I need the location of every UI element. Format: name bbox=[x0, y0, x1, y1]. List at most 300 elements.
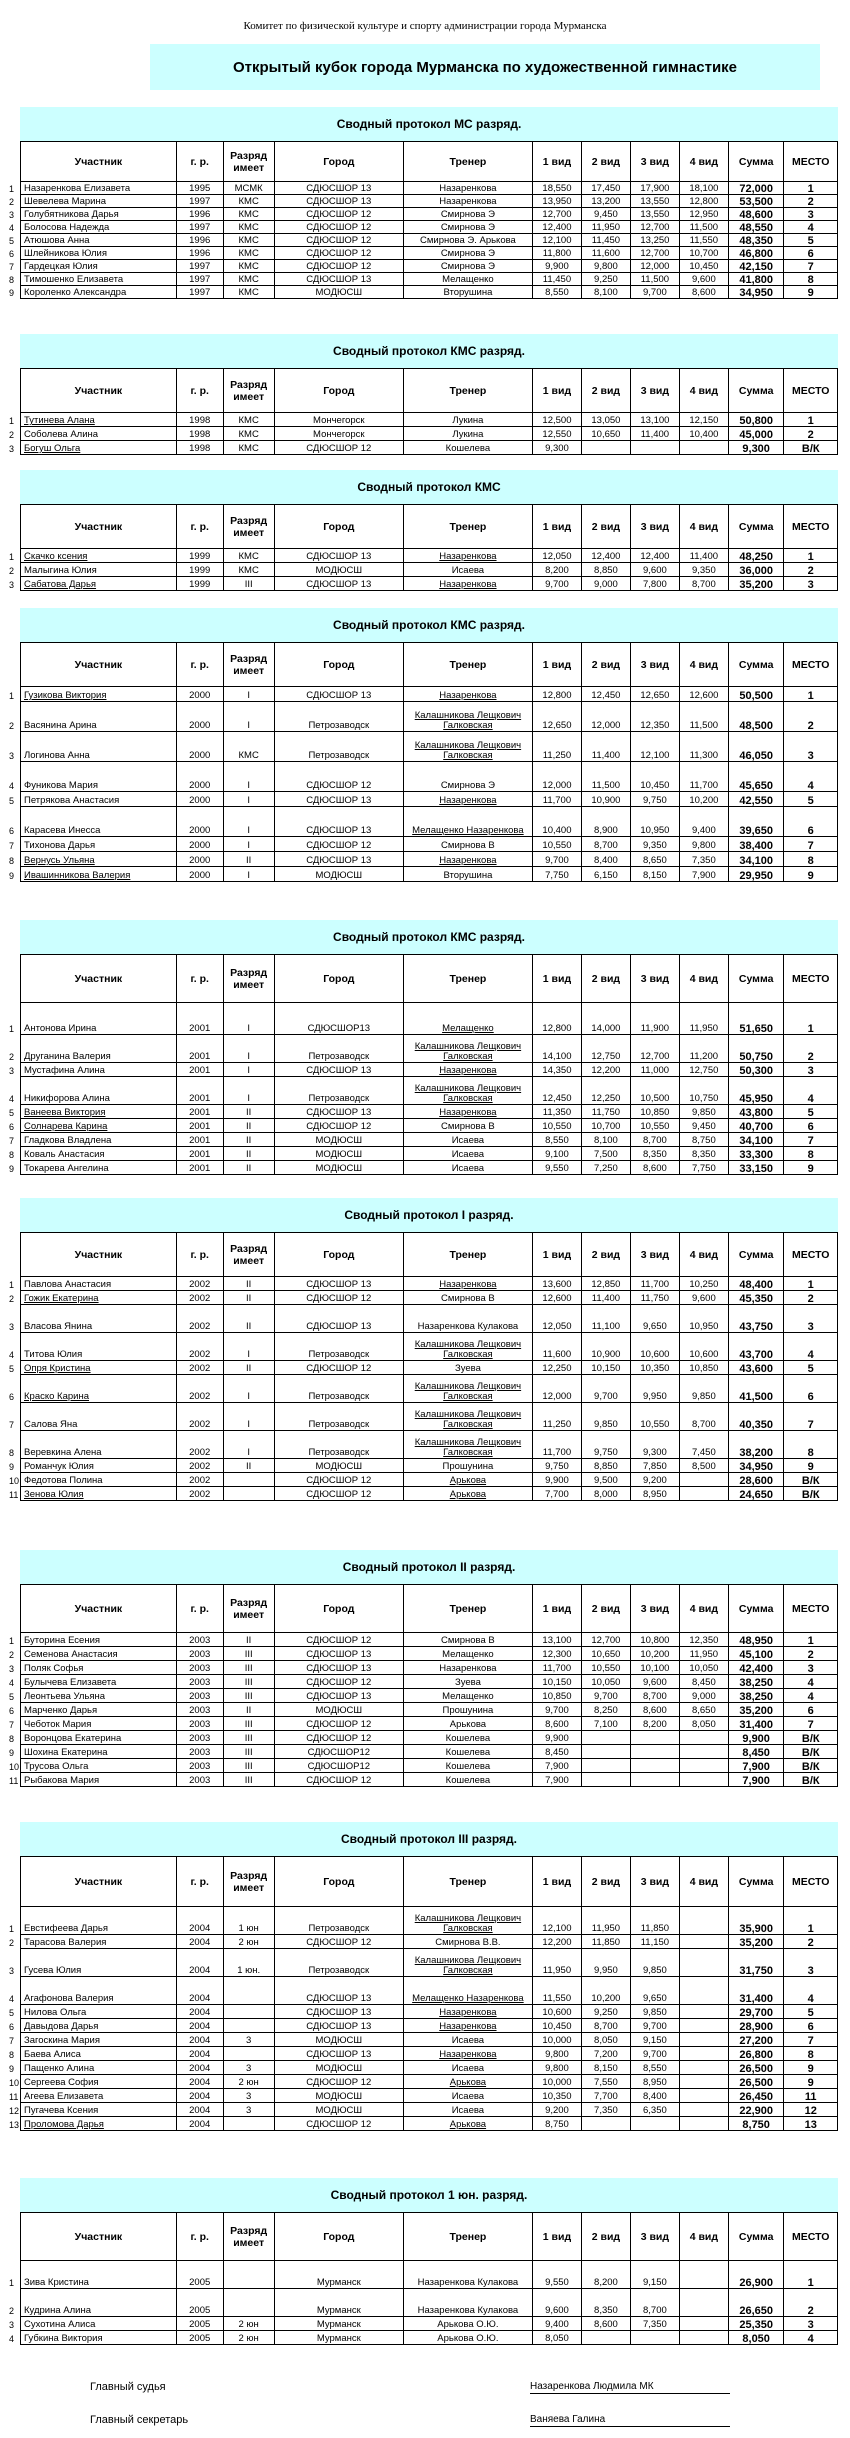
score-cell: 7,750 bbox=[679, 1161, 728, 1175]
participant-name: Гузикова Виктория bbox=[21, 687, 177, 702]
participant-name: Булычева Елизавета bbox=[21, 1675, 177, 1689]
table-row bbox=[21, 413, 838, 427]
trainer-cell: Кошелева bbox=[403, 441, 532, 455]
rank-cell: КМС bbox=[223, 260, 274, 273]
total-score: 24,650 bbox=[728, 1487, 784, 1501]
column-header: Разряд имеет bbox=[223, 369, 274, 413]
total-score: 8,050 bbox=[728, 2331, 784, 2345]
participant-name: Давыдова Дарья bbox=[21, 2019, 177, 2033]
trainer-cell: Назаренкова Кулакова bbox=[403, 1305, 532, 1333]
year-cell: 2003 bbox=[176, 1731, 223, 1745]
year-cell: 1996 bbox=[176, 208, 223, 221]
trainer-cell: Назаренкова bbox=[403, 1277, 532, 1291]
city-cell: СДЮСШОР 13 bbox=[274, 2019, 403, 2033]
score-cell: 8,600 bbox=[630, 1703, 679, 1717]
participant-name: Шевелева Марина bbox=[21, 195, 177, 208]
score-cell: 9,200 bbox=[630, 1473, 679, 1487]
score-cell: 10,750 bbox=[679, 1077, 728, 1105]
city-cell: СДЮСШОР 12 bbox=[274, 2075, 403, 2089]
score-cell bbox=[679, 1745, 728, 1759]
score-cell: 8,100 bbox=[581, 1133, 630, 1147]
score-cell: 8,450 bbox=[679, 1675, 728, 1689]
participant-name: Болосова Надежда bbox=[21, 221, 177, 234]
participant-name: Зенова Юлия bbox=[21, 1487, 177, 1501]
table-row bbox=[21, 1133, 838, 1147]
score-cell: 10,700 bbox=[679, 247, 728, 260]
rank-cell: 2 юн bbox=[223, 2331, 274, 2345]
trainer-cell: Назаренкова bbox=[403, 1105, 532, 1119]
column-header: Сумма bbox=[728, 955, 784, 1003]
year-cell: 2003 bbox=[176, 1633, 223, 1647]
score-cell: 12,400 bbox=[630, 549, 679, 563]
rank-cell: I bbox=[223, 687, 274, 702]
column-header: г. р. bbox=[176, 1233, 223, 1277]
participant-name: Никифорова Алина bbox=[21, 1077, 177, 1105]
score-cell: 10,100 bbox=[630, 1661, 679, 1675]
place-cell: 11 bbox=[784, 2089, 838, 2103]
place-cell: 2 bbox=[784, 2289, 838, 2317]
row-index: 11 bbox=[9, 1490, 19, 1500]
total-score: 38,200 bbox=[728, 1431, 784, 1459]
score-cell: 7,100 bbox=[581, 1717, 630, 1731]
total-score: 40,700 bbox=[728, 1119, 784, 1133]
column-header: 4 вид bbox=[679, 1585, 728, 1633]
row-index: 4 bbox=[9, 1350, 15, 1360]
rank-cell: КМС bbox=[223, 563, 274, 577]
city-cell: СДЮСШОР 13 bbox=[274, 1277, 403, 1291]
table-row bbox=[21, 260, 838, 273]
rank-cell: II bbox=[223, 1305, 274, 1333]
participant-name: Опря Кристина bbox=[21, 1361, 177, 1375]
place-cell: В/К bbox=[784, 1773, 838, 1787]
participant-name: Зива Кристина bbox=[21, 2261, 177, 2289]
table-row bbox=[21, 2331, 838, 2345]
trainer-cell: Арькова bbox=[403, 2117, 532, 2131]
total-score: 33,150 bbox=[728, 1161, 784, 1175]
row-index: 9 bbox=[9, 1164, 15, 1174]
column-header: Сумма bbox=[728, 1857, 784, 1907]
column-header: 1 вид bbox=[532, 369, 581, 413]
city-cell: Петрозаводск bbox=[274, 1077, 403, 1105]
rank-cell: КМС bbox=[223, 234, 274, 247]
row-index: 7 bbox=[9, 262, 15, 272]
table-row bbox=[21, 1473, 838, 1487]
score-cell: 17,450 bbox=[581, 182, 630, 195]
column-header: г. р. bbox=[176, 1585, 223, 1633]
row-index: 8 bbox=[9, 275, 15, 285]
place-cell: 4 bbox=[784, 1977, 838, 2005]
table-row bbox=[21, 1105, 838, 1119]
year-cell: 1998 bbox=[176, 427, 223, 441]
score-cell bbox=[581, 1773, 630, 1787]
city-cell: СДЮСШОР 13 bbox=[274, 182, 403, 195]
score-cell: 8,700 bbox=[679, 577, 728, 591]
rank-cell: I bbox=[223, 792, 274, 807]
participant-name: Соболева Алина bbox=[21, 427, 177, 441]
total-score: 9,300 bbox=[728, 441, 784, 455]
score-cell bbox=[679, 2261, 728, 2289]
score-cell: 11,950 bbox=[581, 221, 630, 234]
rank-cell: II bbox=[223, 1459, 274, 1473]
trainer-cell: Назаренкова bbox=[403, 577, 532, 591]
rank-cell: II bbox=[223, 1133, 274, 1147]
trainer-cell: Мелащенко bbox=[403, 1647, 532, 1661]
score-cell bbox=[630, 1759, 679, 1773]
year-cell: 2003 bbox=[176, 1675, 223, 1689]
year-cell: 2000 bbox=[176, 762, 223, 792]
score-cell: 8,750 bbox=[532, 2117, 581, 2131]
row-index: 1 bbox=[9, 552, 15, 562]
score-cell bbox=[679, 1949, 728, 1977]
trainer-cell: Исаева bbox=[403, 2103, 532, 2117]
score-cell: 9,700 bbox=[532, 577, 581, 591]
total-score: 50,800 bbox=[728, 413, 784, 427]
rank-cell: II bbox=[223, 1291, 274, 1305]
trainer-cell: Назаренкова bbox=[403, 2005, 532, 2019]
year-cell: 2004 bbox=[176, 2047, 223, 2061]
column-header: 2 вид bbox=[581, 1233, 630, 1277]
participant-name: Чеботок Мария bbox=[21, 1717, 177, 1731]
place-cell: 3 bbox=[784, 1949, 838, 1977]
score-cell bbox=[679, 1935, 728, 1949]
total-score: 43,700 bbox=[728, 1333, 784, 1361]
score-cell: 10,900 bbox=[581, 792, 630, 807]
place-cell: 5 bbox=[784, 234, 838, 247]
table-row bbox=[21, 1277, 838, 1291]
protocol-section bbox=[9, 1550, 838, 1787]
score-cell: 9,700 bbox=[630, 2019, 679, 2033]
score-cell: 12,650 bbox=[532, 702, 581, 732]
trainer-cell: Лукина bbox=[403, 427, 532, 441]
place-cell: 6 bbox=[784, 807, 838, 837]
score-cell: 18,550 bbox=[532, 182, 581, 195]
column-header: МЕСТО bbox=[784, 1233, 838, 1277]
place-cell: 5 bbox=[784, 1361, 838, 1375]
table-header-row bbox=[21, 1233, 838, 1277]
trainer-cell: Смирнова Э. Арькова bbox=[403, 234, 532, 247]
column-header: Участник bbox=[21, 1857, 177, 1907]
score-cell: 10,550 bbox=[532, 837, 581, 852]
trainer-cell: Калашникова Лещкович Галковская bbox=[403, 1375, 532, 1403]
score-cell: 7,200 bbox=[581, 2047, 630, 2061]
participant-name: Карасева Инесса bbox=[21, 807, 177, 837]
score-cell: 9,900 bbox=[532, 260, 581, 273]
year-cell: 2004 bbox=[176, 2089, 223, 2103]
chief-secretary-label: Главный секретарь bbox=[90, 2414, 189, 2426]
trainer-cell: Смирнова Э bbox=[403, 762, 532, 792]
trainer-cell: Мелащенко Назаренкова bbox=[403, 807, 532, 837]
column-header: Разряд имеет bbox=[223, 1585, 274, 1633]
row-index: 7 bbox=[9, 841, 15, 851]
score-cell: 9,850 bbox=[679, 1375, 728, 1403]
year-cell: 2001 bbox=[176, 1003, 223, 1035]
rank-cell: 2 юн bbox=[223, 2075, 274, 2089]
table-row bbox=[21, 273, 838, 286]
place-cell: 7 bbox=[784, 2033, 838, 2047]
city-cell: СДЮСШОР 13 bbox=[274, 687, 403, 702]
score-cell: 12,000 bbox=[630, 260, 679, 273]
results-table bbox=[20, 504, 838, 591]
total-score: 42,550 bbox=[728, 792, 784, 807]
total-score: 36,000 bbox=[728, 563, 784, 577]
rank-cell bbox=[223, 1487, 274, 1501]
rank-cell: 3 bbox=[223, 2103, 274, 2117]
score-cell bbox=[679, 1759, 728, 1773]
score-cell: 7,750 bbox=[532, 867, 581, 882]
score-cell: 13,200 bbox=[581, 195, 630, 208]
column-header: 3 вид bbox=[630, 1857, 679, 1907]
table-row bbox=[21, 1035, 838, 1063]
results-table bbox=[20, 954, 838, 1175]
total-score: 28,600 bbox=[728, 1473, 784, 1487]
participant-name: Сергеева София bbox=[21, 2075, 177, 2089]
year-cell: 1998 bbox=[176, 413, 223, 427]
column-header: 2 вид bbox=[581, 1585, 630, 1633]
total-score: 22,900 bbox=[728, 2103, 784, 2117]
city-cell: Петрозаводск bbox=[274, 1403, 403, 1431]
trainer-cell: Исаева bbox=[403, 563, 532, 577]
score-cell: 7,700 bbox=[581, 2089, 630, 2103]
trainer-cell: Смирнова Э bbox=[403, 221, 532, 234]
score-cell: 8,250 bbox=[581, 1703, 630, 1717]
column-header: Город bbox=[274, 505, 403, 549]
year-cell: 2004 bbox=[176, 1977, 223, 2005]
rank-cell: III bbox=[223, 1661, 274, 1675]
score-cell: 10,000 bbox=[532, 2033, 581, 2047]
rank-cell bbox=[223, 1977, 274, 2005]
column-header: 1 вид bbox=[532, 1233, 581, 1277]
column-header: г. р. bbox=[176, 2213, 223, 2261]
table-row bbox=[21, 1459, 838, 1473]
score-cell: 9,800 bbox=[532, 2047, 581, 2061]
column-header: Разряд имеет bbox=[223, 643, 274, 687]
total-score: 48,550 bbox=[728, 221, 784, 234]
total-score: 7,900 bbox=[728, 1759, 784, 1773]
page-title-text: Открытый кубок города Мурманска по художественной гимнастике bbox=[232, 58, 738, 76]
place-cell: 4 bbox=[784, 2331, 838, 2345]
row-index: 4 bbox=[9, 1094, 15, 1104]
participant-name: Веревкина Алена bbox=[21, 1431, 177, 1459]
year-cell: 2002 bbox=[176, 1431, 223, 1459]
score-cell: 8,600 bbox=[581, 2317, 630, 2331]
total-score: 43,600 bbox=[728, 1361, 784, 1375]
city-cell: СДЮСШОР12 bbox=[274, 1745, 403, 1759]
year-cell: 2004 bbox=[176, 1907, 223, 1935]
column-header: г. р. bbox=[176, 142, 223, 182]
city-cell: СДЮСШОР 12 bbox=[274, 1935, 403, 1949]
participant-name: Власова Янина bbox=[21, 1305, 177, 1333]
table-row bbox=[21, 852, 838, 867]
total-score: 28,900 bbox=[728, 2019, 784, 2033]
place-cell: 2 bbox=[784, 427, 838, 441]
table-row bbox=[21, 1675, 838, 1689]
participant-name: Романчук Юлия bbox=[21, 1459, 177, 1473]
city-cell: СДЮСШОР 13 bbox=[274, 1063, 403, 1077]
trainer-cell: Исаева bbox=[403, 1147, 532, 1161]
score-cell: 13,550 bbox=[630, 195, 679, 208]
score-cell: 12,750 bbox=[679, 1063, 728, 1077]
row-index: 9 bbox=[9, 1462, 15, 1472]
score-cell: 12,800 bbox=[532, 1003, 581, 1035]
city-cell: СДЮСШОР 13 bbox=[274, 1661, 403, 1675]
year-cell: 2004 bbox=[176, 2103, 223, 2117]
participant-name: Гардецкая Юлия bbox=[21, 260, 177, 273]
score-cell: 9,400 bbox=[679, 807, 728, 837]
place-cell: 8 bbox=[784, 2047, 838, 2061]
score-cell: 9,850 bbox=[581, 1403, 630, 1431]
column-header: 1 вид bbox=[532, 2213, 581, 2261]
participant-name: Голубятникова Дарья bbox=[21, 208, 177, 221]
score-cell: 11,200 bbox=[679, 1035, 728, 1063]
participant-name: Ванеева Виктория bbox=[21, 1105, 177, 1119]
score-cell: 11,400 bbox=[630, 427, 679, 441]
score-cell: 8,400 bbox=[581, 852, 630, 867]
score-cell: 11,250 bbox=[532, 1403, 581, 1431]
table-row bbox=[21, 2317, 838, 2331]
column-header: Участник bbox=[21, 2213, 177, 2261]
city-cell: СДЮСШОР 12 bbox=[274, 837, 403, 852]
place-cell: 2 bbox=[784, 1935, 838, 1949]
score-cell: 10,550 bbox=[630, 1119, 679, 1133]
trainer-cell: Исаева bbox=[403, 2033, 532, 2047]
score-cell: 8,900 bbox=[581, 807, 630, 837]
year-cell: 2003 bbox=[176, 1773, 223, 1787]
score-cell: 12,950 bbox=[679, 208, 728, 221]
participant-name: Тимошенко Елизавета bbox=[21, 273, 177, 286]
place-cell: 5 bbox=[784, 2005, 838, 2019]
score-cell: 9,650 bbox=[630, 1977, 679, 2005]
year-cell: 2002 bbox=[176, 1305, 223, 1333]
trainer-cell: Назаренкова Кулакова bbox=[403, 2261, 532, 2289]
place-cell: 3 bbox=[784, 1305, 838, 1333]
row-index: 4 bbox=[9, 781, 15, 791]
rank-cell: 3 bbox=[223, 2089, 274, 2103]
trainer-cell: Кошелева bbox=[403, 1759, 532, 1773]
rank-cell: I bbox=[223, 762, 274, 792]
city-cell: Мончегорск bbox=[274, 427, 403, 441]
table-row bbox=[21, 1403, 838, 1431]
score-cell: 12,350 bbox=[630, 702, 679, 732]
score-cell: 7,350 bbox=[581, 2103, 630, 2117]
city-cell: СДЮСШОР 12 bbox=[274, 1675, 403, 1689]
rank-cell: III bbox=[223, 1745, 274, 1759]
trainer-cell: Арькова bbox=[403, 2075, 532, 2089]
score-cell: 9,700 bbox=[630, 2047, 679, 2061]
row-index: 8 bbox=[9, 1150, 15, 1160]
year-cell: 2001 bbox=[176, 1105, 223, 1119]
participant-name: Кудрина Алина bbox=[21, 2289, 177, 2317]
year-cell: 2002 bbox=[176, 1291, 223, 1305]
score-cell: 8,700 bbox=[581, 2019, 630, 2033]
score-cell: 10,400 bbox=[679, 427, 728, 441]
total-score: 46,800 bbox=[728, 247, 784, 260]
score-cell: 7,450 bbox=[679, 1431, 728, 1459]
score-cell bbox=[581, 1745, 630, 1759]
place-cell: 7 bbox=[784, 837, 838, 852]
rank-cell bbox=[223, 2005, 274, 2019]
score-cell: 10,450 bbox=[630, 762, 679, 792]
trainer-cell: Мелащенко bbox=[403, 1689, 532, 1703]
column-header: 4 вид bbox=[679, 2213, 728, 2261]
row-index: 2 bbox=[9, 721, 15, 731]
column-header: Разряд имеет bbox=[223, 1233, 274, 1277]
table-row bbox=[21, 182, 838, 195]
year-cell: 2003 bbox=[176, 1717, 223, 1731]
total-score: 50,500 bbox=[728, 687, 784, 702]
column-header: 3 вид bbox=[630, 1233, 679, 1277]
year-cell: 2003 bbox=[176, 1661, 223, 1675]
chief-judge-name: Назаренкова Людмила МК bbox=[530, 2381, 730, 2394]
participant-name: Назаренкова Елизавета bbox=[21, 182, 177, 195]
score-cell: 12,550 bbox=[532, 427, 581, 441]
score-cell bbox=[630, 441, 679, 455]
row-index: 1 bbox=[9, 691, 15, 701]
table-row bbox=[21, 247, 838, 260]
participant-name: Мустафина Алина bbox=[21, 1063, 177, 1077]
table-row bbox=[21, 1977, 838, 2005]
city-cell: Мончегорск bbox=[274, 413, 403, 427]
place-cell: 4 bbox=[784, 1675, 838, 1689]
rank-cell: КМС bbox=[223, 413, 274, 427]
total-score: 29,950 bbox=[728, 867, 784, 882]
rank-cell bbox=[223, 2261, 274, 2289]
column-header: Разряд имеет bbox=[223, 142, 274, 182]
total-score: 34,950 bbox=[728, 1459, 784, 1473]
score-cell: 11,150 bbox=[630, 1935, 679, 1949]
score-cell: 11,950 bbox=[679, 1003, 728, 1035]
row-index: 5 bbox=[9, 1692, 15, 1702]
score-cell: 9,350 bbox=[630, 837, 679, 852]
row-index: 2 bbox=[9, 430, 15, 440]
table-header-row bbox=[21, 2213, 838, 2261]
score-cell: 12,700 bbox=[532, 208, 581, 221]
place-cell: 9 bbox=[784, 1161, 838, 1175]
table-row bbox=[21, 286, 838, 299]
score-cell: 10,550 bbox=[581, 1661, 630, 1675]
score-cell: 11,900 bbox=[630, 1003, 679, 1035]
trainer-cell: Вторушина bbox=[403, 867, 532, 882]
city-cell: Петрозаводск bbox=[274, 702, 403, 732]
row-index: 6 bbox=[9, 249, 15, 259]
score-cell bbox=[679, 2075, 728, 2089]
score-cell: 12,700 bbox=[581, 1633, 630, 1647]
year-cell: 2003 bbox=[176, 1745, 223, 1759]
rank-cell: II bbox=[223, 1105, 274, 1119]
column-header: Город bbox=[274, 1233, 403, 1277]
trainer-cell: Калашникова Лещкович Галковская bbox=[403, 1907, 532, 1935]
column-header: Город bbox=[274, 1585, 403, 1633]
trainer-cell: Зуева bbox=[403, 1361, 532, 1375]
city-cell: СДЮСШОР 13 bbox=[274, 1689, 403, 1703]
participant-name: Солнарева Карина bbox=[21, 1119, 177, 1133]
trainer-cell: Назаренкова bbox=[403, 792, 532, 807]
trainer-cell: Зуева bbox=[403, 1675, 532, 1689]
score-cell: 9,150 bbox=[630, 2261, 679, 2289]
score-cell: 7,250 bbox=[581, 1161, 630, 1175]
score-cell: 11,750 bbox=[630, 1291, 679, 1305]
participant-name: Поляк Софья bbox=[21, 1661, 177, 1675]
results-table bbox=[20, 2212, 838, 2345]
rank-cell: I bbox=[223, 1035, 274, 1063]
column-header: 4 вид bbox=[679, 955, 728, 1003]
total-score: 8,450 bbox=[728, 1745, 784, 1759]
participant-name: Семенова Анастасия bbox=[21, 1647, 177, 1661]
score-cell: 10,600 bbox=[630, 1333, 679, 1361]
results-table bbox=[20, 642, 838, 882]
rank-cell: III bbox=[223, 1759, 274, 1773]
row-index: 1 bbox=[9, 1280, 15, 1290]
section-title: Сводный протокол III разряд. bbox=[20, 1822, 838, 1856]
